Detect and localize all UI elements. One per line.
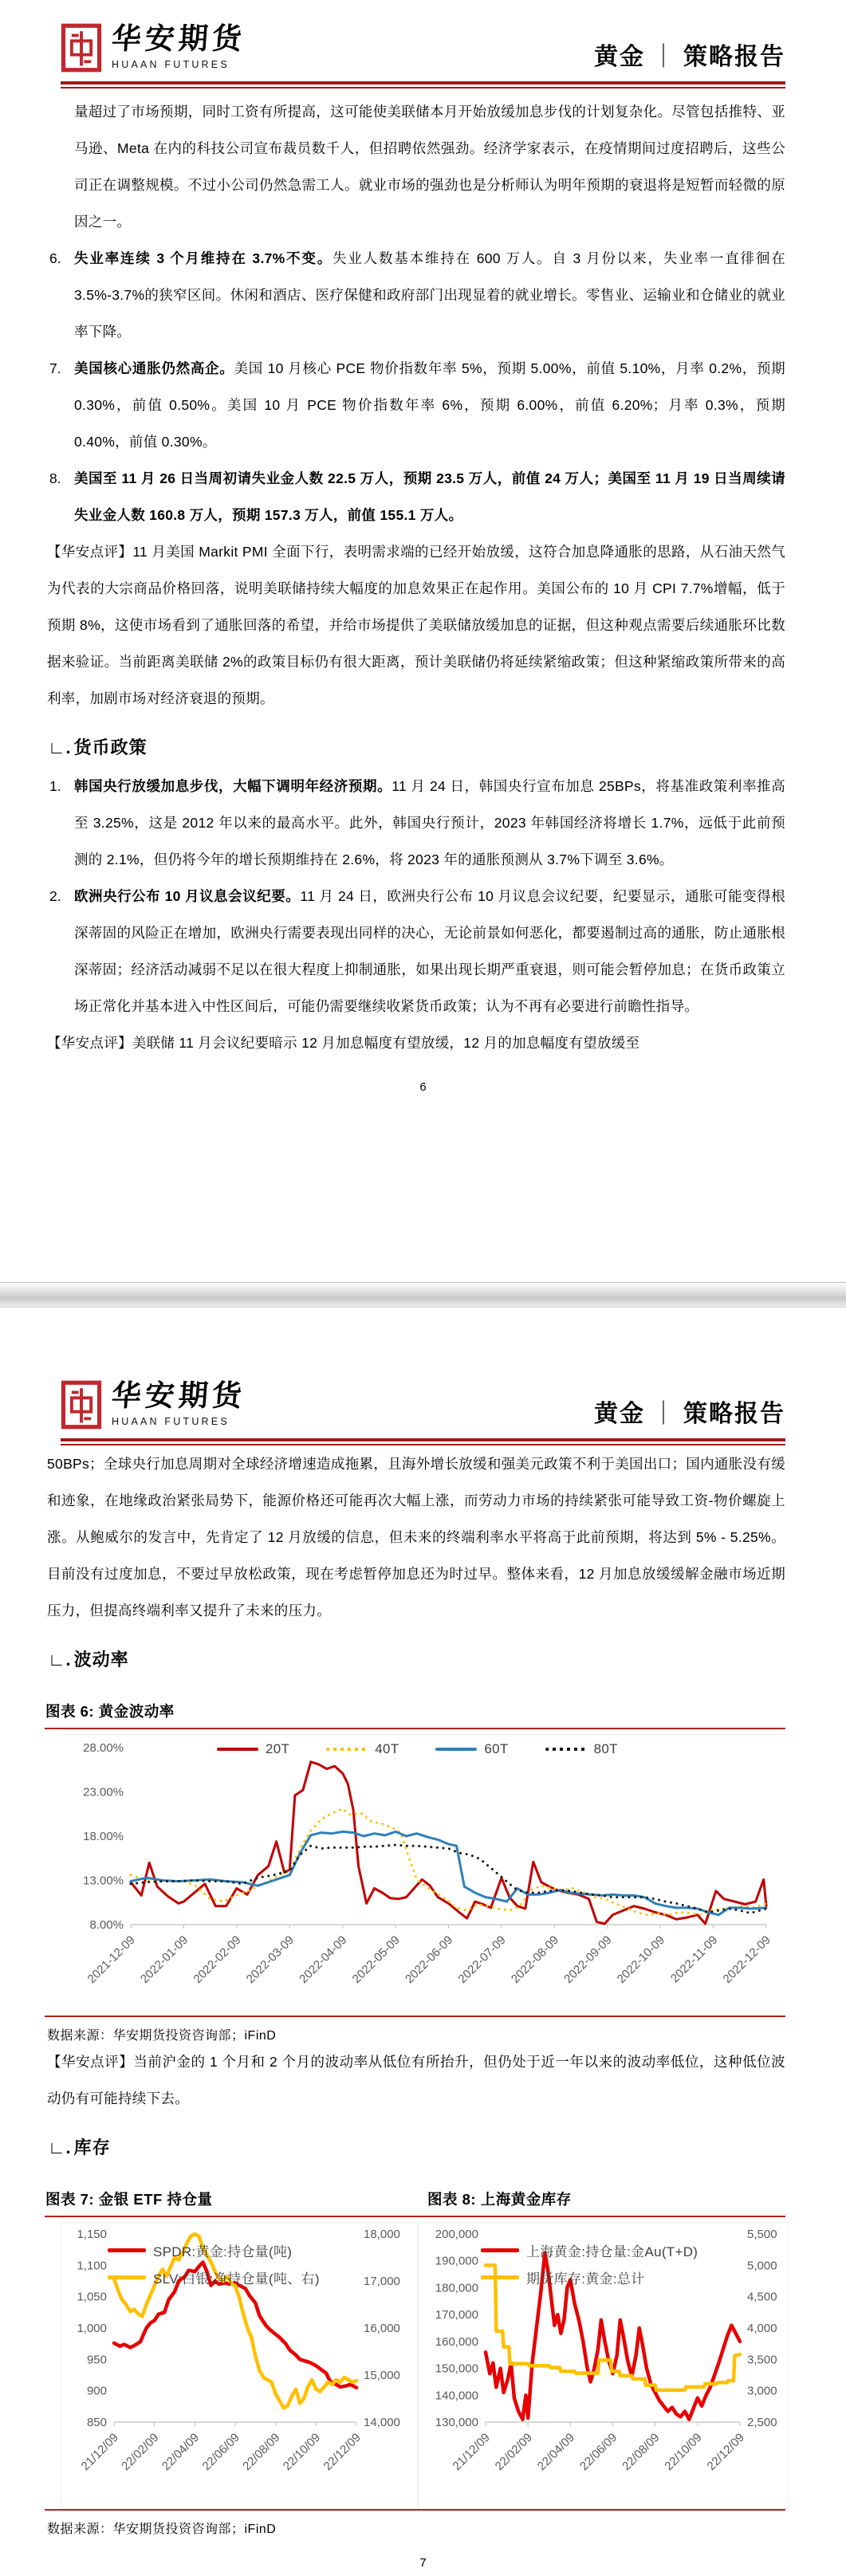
svg-text:2022-06-09: 2022-06-09 — [403, 1933, 456, 1987]
policy-item-1 — [49, 768, 785, 878]
legend-line-sample — [545, 1748, 587, 1752]
comment-text: 美联储 11 月会议纪要暗示 12 月加息幅度有望放缓，12 月的加息幅度有望放缓至 — [132, 1035, 640, 1051]
list-item-rest: 失业人数基本维持在 600 万人。自 3 月份以来，失业率一直徘徊在 3.5%-3.7%的狭窄区间。休闲和酒店、医疗保健和政府部门出现显着的就业增长。零售业、运输业和仓储业的就业率下降。 — [74, 250, 785, 340]
report-page-6 — [0, 0, 846, 1282]
section-header-inventory — [48, 2128, 785, 2168]
data-source-note: 数据来源：华安期货投资咨询部；iFinD — [47, 2029, 277, 2043]
svg-text:22/12/09: 22/12/09 — [704, 2430, 747, 2474]
gold-volatility-plot — [61, 1735, 785, 2016]
legend-label: 60T — [484, 1741, 509, 1756]
header-rule — [61, 81, 785, 88]
svg-text:22/06/09: 22/06/09 — [577, 2430, 620, 2474]
legend-item — [481, 2240, 698, 2260]
svg-text:17,000: 17,000 — [364, 2275, 400, 2288]
svg-text:22/12/09: 22/12/09 — [321, 2430, 364, 2474]
svg-text:140,000: 140,000 — [435, 2389, 478, 2403]
report-header — [61, 0, 785, 73]
comment-label: 【华安点评】 — [47, 1035, 132, 1051]
svg-text:2022-08-09: 2022-08-09 — [508, 1933, 562, 1987]
huaan-comment-paragraph — [47, 533, 785, 717]
comment-label: 【华安点评】 — [47, 544, 133, 560]
svg-text:22/06/09: 22/06/09 — [199, 2430, 242, 2474]
report-page-7 — [0, 1308, 846, 2576]
brand-block — [112, 1379, 246, 1427]
chart-shanghai-gold-inventory — [418, 2222, 789, 2509]
svg-text:21/12/09: 21/12/09 — [450, 2430, 493, 2474]
list-item-rest: 美国 10 月核心 PCE 物价指数年率 5%，预期 5.00%，前值 5.10%，月率 0.2%，预期 0.30%，前值 0.50%。美国 10 月 PCE 物价指数年率 6%，预期 6.00%，前值 6.20%；月率 0.3%，预期 0.40%，前值 0.30%。 — [74, 360, 785, 450]
report-title — [594, 1394, 785, 1430]
section-header-monetary-policy — [48, 728, 785, 768]
svg-text:22/04/09: 22/04/09 — [159, 2430, 203, 2474]
legend-label: 期货库存:黄金:总计 — [526, 2271, 645, 2287]
svg-text:5,000: 5,000 — [747, 2259, 777, 2273]
legend-item — [108, 2267, 320, 2287]
list-item-rest: 11 月 24 日，韩国央行宣布加息 25BPs，将基准政策利率推高至 3.25%，这是 2012 年以来的最高水平。此外，韩国央行预计，2023 年韩国经济将增长 1.7%，远低于此前预测的 2.1%，但仍将今年的增长预期维持在 2.6%，将 2023 年的通胀预测从 3.7%下调至 3.6%。 — [74, 778, 785, 867]
list-item-number: 2. — [49, 888, 61, 904]
svg-text:1,150: 1,150 — [77, 2228, 107, 2241]
legend-label: 20T — [266, 1741, 290, 1756]
legend-item — [108, 2240, 292, 2260]
legend-item — [545, 1741, 618, 1757]
svg-text:22/08/09: 22/08/09 — [620, 2430, 663, 2474]
svg-text:28.00%: 28.00% — [83, 1741, 124, 1755]
list-item-text — [74, 878, 785, 1025]
title-divider: ｜ — [651, 1401, 677, 1427]
legend-line-sample — [435, 1748, 477, 1752]
legend-label: SPDR:黄金:持仓量(吨) — [153, 2244, 293, 2259]
list-item-number: 7. — [49, 360, 61, 376]
brand-name-english: HUAAN FUTURES — [112, 1416, 230, 1427]
figure-top-rule — [45, 2216, 785, 2217]
title-divider: ｜ — [651, 44, 677, 70]
page-number: 7 — [419, 2556, 427, 2570]
svg-text:1,050: 1,050 — [77, 2290, 107, 2304]
svg-text:2022-07-09: 2022-07-09 — [455, 1933, 509, 1987]
legend-item — [435, 1741, 508, 1757]
svg-text:900: 900 — [86, 2384, 107, 2398]
svg-text:2022-09-09: 2022-09-09 — [561, 1933, 615, 1987]
brand-block — [112, 22, 246, 70]
brand-name-chinese: 华安期货 — [110, 1378, 247, 1413]
legend-line-sample — [108, 2248, 146, 2252]
list-item-number: 8. — [49, 470, 61, 486]
svg-text:8.00%: 8.00% — [89, 1918, 124, 1932]
report-header — [61, 1308, 785, 1430]
section-corner-mark: ∟. — [48, 2137, 72, 2157]
chart-gold-volatility — [61, 1734, 785, 2016]
svg-text:22/10/09: 22/10/09 — [662, 2430, 705, 2474]
svg-text:13.00%: 13.00% — [83, 1874, 124, 1888]
list-item-text — [74, 460, 785, 533]
section-title: 货币政策 — [73, 737, 148, 757]
list-item-8 — [49, 460, 785, 533]
brand-name-english: HUAAN FUTURES — [112, 59, 230, 70]
svg-text:2022-02-09: 2022-02-09 — [191, 1933, 244, 1987]
list-item-lead: 韩国央行放缓加息步伐，大幅下调明年经济预期。 — [74, 778, 392, 794]
svg-text:18,000: 18,000 — [364, 2228, 400, 2241]
svg-text:4,000: 4,000 — [747, 2322, 777, 2335]
list-item-text — [74, 350, 785, 460]
svg-text:1,100: 1,100 — [77, 2259, 107, 2273]
figure-8-title: 图表 8: 上海黄金库存 — [427, 2191, 572, 2208]
figure-6-title: 图表 6: 黄金波动率 — [45, 1703, 175, 1720]
etf-holdings-legend — [108, 2240, 320, 2287]
svg-text:3,000: 3,000 — [747, 2384, 777, 2398]
legend-line-sample — [108, 2275, 146, 2279]
comment-text: 11 月美国 Markit PMI 全面下行，表明需求端的已经开始放缓，这符合加息降通胀的思路，从石油天然气为代表的大宗商品价格回落，说明美联储持续大幅度的加息效果正在起作用。美国公布的 10 月 CPI 7.7%增幅，低于预期 8%，这使市场看到了通胀回落的希望，并给市场提供了美联储放缓加息的证据，但这种观点需要后续通胀环比数据来验证。当前距离美联储 2%的政策目标仍有很大距离，预计美联储仍将延续紧缩政策；但这种紧缩政策所带来的高利率，加剧市场对经济衰退的预期。 — [47, 544, 785, 706]
comment-label: 【华安点评】 — [47, 2054, 134, 2070]
list-item-lead: 美国核心通胀仍然高企。 — [74, 360, 234, 376]
svg-text:22/02/09: 22/02/09 — [492, 2430, 535, 2474]
svg-text:950: 950 — [86, 2353, 107, 2367]
huaan-comment-paragraph — [47, 1025, 785, 1061]
list-item-text — [74, 768, 785, 878]
series-40T — [131, 1809, 766, 1915]
report-product: 黄金 — [594, 1401, 645, 1427]
svg-text:200,000: 200,000 — [435, 2228, 478, 2241]
svg-text:3,500: 3,500 — [747, 2353, 777, 2367]
svg-text:2022-11-09: 2022-11-09 — [667, 1933, 721, 1986]
list-item-text — [74, 240, 785, 350]
legend-label: 上海黄金:持仓量:金Au(T+D) — [526, 2244, 698, 2259]
svg-text:15,000: 15,000 — [364, 2369, 400, 2382]
legend-label: 80T — [593, 1741, 618, 1756]
svg-text:180,000: 180,000 — [435, 2281, 478, 2295]
page-number: 6 — [419, 1080, 427, 1094]
policy-item-2 — [49, 878, 785, 1025]
svg-text:22/02/09: 22/02/09 — [119, 2430, 162, 2474]
svg-text:2022-04-09: 2022-04-09 — [297, 1933, 350, 1987]
legend-line-sample — [326, 1748, 368, 1752]
svg-text:190,000: 190,000 — [435, 2254, 478, 2268]
svg-text:4,500: 4,500 — [747, 2290, 777, 2304]
svg-text:2022-05-09: 2022-05-09 — [349, 1933, 403, 1987]
list-item-lead: 美国至 11 月 26 日当周初请失业金人数 22.5 万人，预期 23.5 万人，前值 24 万人；美国至 11 月 19 日当周续请失业金人数 160.8 万人，预期 157.3 万人，前值 155.1 万人。 — [74, 470, 785, 523]
svg-text:2,500: 2,500 — [747, 2416, 777, 2429]
svg-text:170,000: 170,000 — [435, 2308, 478, 2322]
svg-text:2021-12-09: 2021-12-09 — [85, 1933, 138, 1987]
svg-text:22/10/09: 22/10/09 — [280, 2430, 324, 2474]
huaan-seal-logo — [61, 1379, 102, 1430]
report-type: 策略报告 — [683, 1401, 785, 1427]
svg-text:5,500: 5,500 — [747, 2228, 777, 2241]
svg-text:2022-12-09: 2022-12-09 — [720, 1933, 773, 1987]
data-source-note: 数据来源：华安期货投资咨询部；iFinD — [47, 2523, 277, 2536]
huaan-comment-paragraph — [47, 2043, 785, 2117]
report-title — [594, 37, 785, 73]
section-title: 波动率 — [73, 1650, 129, 1669]
svg-text:22/04/09: 22/04/09 — [534, 2430, 578, 2474]
svg-text:850: 850 — [86, 2416, 107, 2429]
list-item-lead: 欧洲央行公布 10 月议息会议纪要。 — [74, 888, 301, 904]
brand-name-chinese: 华安期货 — [110, 21, 247, 56]
report-type: 策略报告 — [683, 44, 785, 70]
legend-line-sample — [481, 2248, 519, 2252]
list-item-7 — [49, 350, 785, 460]
chart-etf-holdings — [61, 2222, 418, 2509]
continued-comment-paragraph: 50BPs；全球央行加息周期对全球经济增速造成拖累，且海外增长放缓和强美元政策不利于美国出口；国内通胀没有缓和迹象，在地缘政治紧张局势下，能源价格还可能再次大幅上涨，而劳动力市场的持续紧张可能导致工资-物价螺旋上涨。从鲍威尔的发言中，先肯定了 12 月放缓的信息，但未来的终端利率水平将高于此前预期，将达到 5% - 5.25%。目前没有过度加息，不要过早放松政策，现在考虑暂停加息还为时过早。整体来看，12 月加息放缓缓解金融市场近期压力，但提高终端利率又提升了未来的压力。 — [47, 1456, 785, 1618]
svg-text:16,000: 16,000 — [364, 2322, 400, 2335]
list-item-number: 6. — [49, 250, 61, 266]
svg-text:21/12/09: 21/12/09 — [78, 2430, 121, 2474]
gold-volatility-legend — [217, 1741, 618, 1757]
section-header-volatility — [48, 1640, 785, 1680]
legend-item — [326, 1741, 399, 1757]
section-corner-mark: ∟. — [48, 737, 72, 757]
comment-text: 当前沪金的 1 个月和 2 个月的波动率从低位有所抬升，但仍处于近一年以来的波动率低位，这种低位波动仍有可能持续下去。 — [47, 2054, 785, 2106]
legend-item — [481, 2267, 644, 2287]
list-item-rest: 11 月 24 日，欧洲央行公布 10 月议息会议纪要，纪要显示，通胀可能变得根深蒂固的风险正在增加，欧洲央行需要表现出同样的决心，无论前景如何恶化，都要遏制过高的通胀，防止通胀根深蒂固；经济活动减弱不足以在很大程度上抑制通胀，如果出现长期严重衰退，则可能会暂停加息；在货币政策立场正常化并基本进入中性区间后，可能仍需要继续收紧货币政策；认为不再有必要进行前瞻性指导。 — [74, 888, 785, 1014]
page-separator — [0, 1282, 846, 1308]
svg-text:1,000: 1,000 — [77, 2322, 107, 2335]
header-rule — [61, 1438, 785, 1445]
svg-text:150,000: 150,000 — [435, 2362, 478, 2376]
svg-text:23.00%: 23.00% — [83, 1785, 124, 1799]
legend-label: SLV:白银:净持仓量(吨、右) — [153, 2271, 320, 2287]
legend-line-sample — [481, 2275, 519, 2279]
legend-line-sample — [217, 1748, 258, 1752]
legend-item — [217, 1741, 289, 1757]
svg-text:2022-01-09: 2022-01-09 — [137, 1933, 191, 1987]
legend-label: 40T — [375, 1741, 399, 1756]
svg-text:2022-03-09: 2022-03-09 — [243, 1933, 297, 1987]
intro-paragraph: 量超过了市场预期，同时工资有所提高，这可能使美联储本月开始放缓加息步伐的计划复杂化。尽管包括推特、亚马逊、Meta 在内的科技公司宣布裁员数千人，但招聘依然强劲。经济学家表示，在疫情期间过度招聘后，这些公司正在调整规模。不过小公司仍然急需工人。就业市场的强劲也是分析师认为明年预期的衰退将是短暂而轻微的原因之一。 — [74, 104, 785, 230]
svg-text:130,000: 130,000 — [435, 2416, 478, 2429]
svg-text:14,000: 14,000 — [364, 2416, 400, 2429]
list-item-lead: 失业率连续 3 个月维持在 3.7%不变。 — [74, 250, 333, 266]
figure-7-title: 图表 7: 金银 ETF 持仓量 — [45, 2191, 213, 2208]
shanghai-gold-inventory-legend — [481, 2240, 698, 2287]
section-title: 库存 — [73, 2137, 111, 2157]
svg-text:160,000: 160,000 — [435, 2334, 478, 2349]
figure-top-rule — [45, 1728, 785, 1729]
svg-text:18.00%: 18.00% — [83, 1830, 124, 1843]
huaan-seal-logo — [61, 22, 102, 73]
svg-text:2022-10-09: 2022-10-09 — [614, 1933, 667, 1987]
svg-text:22/08/09: 22/08/09 — [240, 2430, 283, 2474]
list-item-number: 1. — [49, 778, 61, 794]
section-corner-mark: ∟. — [48, 1650, 72, 1669]
report-product: 黄金 — [594, 44, 645, 70]
list-item-6 — [49, 240, 785, 350]
